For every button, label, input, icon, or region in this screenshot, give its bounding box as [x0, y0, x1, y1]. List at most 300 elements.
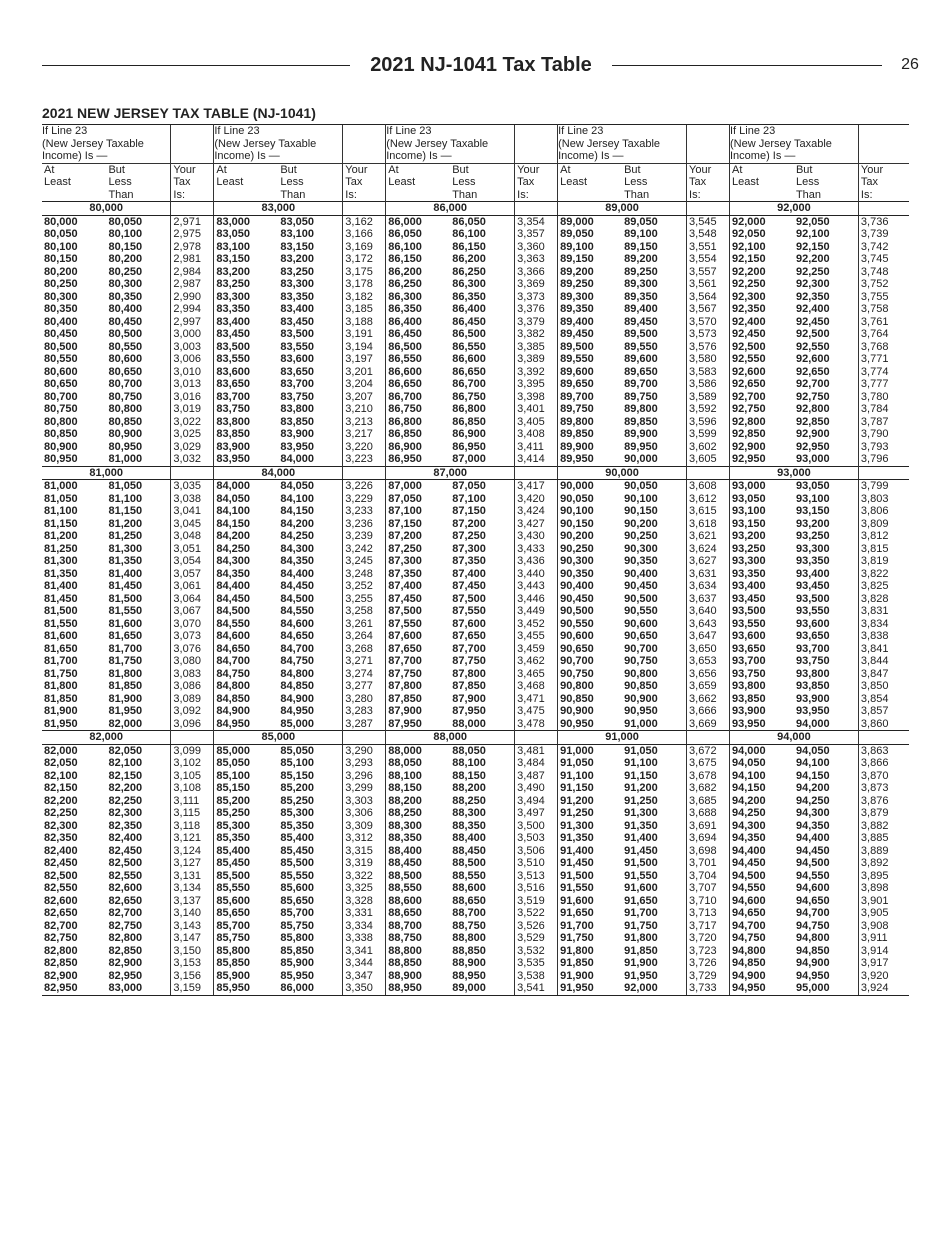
but-less-than-header-line: But	[280, 163, 297, 176]
table-row	[42, 957, 909, 970]
income-range-note-line: (New Jersey Taxable	[214, 137, 317, 150]
at-least-cell: 84,150	[216, 517, 251, 530]
at-least-cell: 85,750	[216, 932, 251, 944]
but-less-than-cell: 92,800	[795, 403, 830, 415]
tax-cell: 3,627	[687, 555, 730, 568]
at-least-cell: 85,650	[216, 907, 251, 919]
at-least-cell: 87,850	[388, 692, 422, 705]
at-least-cell: 82,800	[44, 944, 78, 957]
tax-cell: 3,911	[858, 932, 909, 945]
but-less-than-cell: 93,750	[795, 655, 830, 667]
your-tax-header-line: Your	[345, 163, 368, 176]
thousand-label: 88,000	[386, 731, 515, 745]
but-less-than-cell: 83,700	[280, 378, 314, 390]
but-less-than-cell: 83,950	[280, 440, 314, 453]
at-least-cell: 92,750	[732, 403, 766, 415]
tax-cell: 3,707	[687, 882, 730, 895]
at-least-cell: 93,250	[732, 542, 766, 555]
at-least-header-line: Least	[560, 176, 588, 188]
thousand-label: 90,000	[558, 466, 687, 480]
tax-cell: 3,245	[343, 555, 386, 568]
but-less-than-cell: 88,250	[452, 794, 486, 807]
at-least-cell: 82,950	[42, 982, 106, 995]
tax-cell: 3,599	[687, 428, 730, 441]
but-less-than-cell: 89,200	[624, 253, 658, 265]
table-row	[42, 920, 909, 933]
but-less-than-cell: 92,950	[795, 440, 830, 453]
at-least-cell: 91,600	[560, 894, 594, 907]
tax-cell: 3,882	[858, 820, 909, 833]
tax-cell: 3,258	[343, 605, 386, 618]
but-less-than-cell: 84,300	[280, 542, 314, 555]
your-tax-header-line: Your	[173, 163, 196, 176]
income-range-note	[730, 125, 859, 164]
at-least-cell: 84,000	[216, 480, 251, 492]
tax-cell: 3,169	[343, 241, 386, 254]
header-rule-left	[42, 65, 350, 66]
income-range-note-line: If Line 23	[386, 125, 432, 137]
at-least-cell: 83,200	[216, 265, 251, 278]
at-least-header-line: Least	[388, 176, 416, 188]
at-least-cell: 84,600	[216, 630, 251, 642]
but-less-than-cell: 83,750	[280, 390, 314, 403]
tax-header-spacer	[515, 125, 558, 164]
tax-cell: 3,296	[343, 770, 386, 783]
but-less-than-cell: 94,050	[795, 744, 830, 757]
tax-cell: 3,669	[687, 718, 730, 731]
but-less-than-cell: 86,750	[452, 390, 486, 403]
at-least-cell: 82,450	[44, 857, 78, 869]
thousand-tax-spacer	[343, 731, 386, 745]
but-less-than-cell: 87,550	[452, 605, 486, 617]
tax-cell: 3,672	[687, 744, 730, 757]
your-tax-header	[343, 163, 386, 202]
tax-cell: 3,761	[858, 316, 909, 329]
table-row	[42, 655, 909, 668]
but-less-than-cell: 81,550	[108, 605, 143, 617]
tax-cell: 3,016	[171, 391, 214, 404]
tax-cell: 2,984	[171, 266, 214, 279]
but-less-than-cell: 93,900	[795, 692, 830, 705]
but-less-than-cell: 90,150	[624, 505, 658, 517]
but-less-than-cell: 81,300	[108, 542, 143, 555]
at-least-cell: 92,050	[732, 228, 766, 240]
but-less-than-cell: 86,650	[452, 365, 486, 378]
tax-cell: 3,137	[171, 895, 214, 908]
but-less-than-cell: 86,250	[452, 265, 486, 278]
but-less-than-cell: 89,700	[624, 378, 658, 390]
tax-cell: 3,920	[858, 970, 909, 983]
tax-cell: 3,210	[343, 403, 386, 416]
but-less-than-cell: 80,450	[108, 315, 143, 328]
at-least-cell: 90,450	[560, 592, 594, 605]
tax-cell: 3,319	[343, 857, 386, 870]
but-less-than-cell: 88,300	[452, 807, 486, 819]
but-less-than-cell: 82,550	[108, 869, 143, 882]
but-less-than-cell: 86,800	[452, 403, 486, 415]
tax-cell: 3,417	[515, 480, 558, 493]
but-less-than-cell: 80,750	[108, 390, 143, 403]
at-least-cell: 93,900	[732, 705, 766, 717]
income-range-note-line: (New Jersey Taxable	[558, 137, 661, 150]
tax-cell: 3,229	[343, 493, 386, 506]
but-less-than-cell: 83,300	[280, 278, 314, 290]
but-less-than-cell: 88,200	[452, 782, 486, 794]
at-least-cell: 89,250	[560, 278, 594, 290]
tax-cell: 3,029	[171, 441, 214, 454]
but-less-than-cell: 81,700	[108, 642, 143, 655]
but-less-than-cell: 87,100	[452, 492, 486, 505]
at-least-cell: 81,450	[44, 592, 78, 605]
table-row	[42, 480, 909, 493]
but-less-than-cell: 85,100	[280, 757, 314, 769]
but-less-than-cell: 82,700	[108, 907, 143, 919]
at-least-cell: 93,050	[732, 492, 766, 505]
tax-cell: 3,914	[858, 945, 909, 958]
but-less-than-cell: 90,950	[624, 705, 658, 717]
tax-cell: 3,790	[858, 428, 909, 441]
at-least-cell: 87,350	[388, 567, 422, 580]
tax-cell: 3,764	[858, 328, 909, 341]
tax-cell: 3,529	[515, 932, 558, 945]
at-least-cell: 90,000	[560, 480, 594, 492]
thousand-tax-spacer	[515, 731, 558, 745]
tax-cell: 3,895	[858, 870, 909, 883]
thousand-row	[42, 202, 909, 216]
at-least-cell: 93,650	[732, 642, 766, 655]
at-least-cell: 80,400	[44, 315, 78, 328]
but-less-than-cell: 91,450	[624, 844, 658, 857]
thousand-tax-spacer	[858, 202, 909, 216]
at-least-cell: 80,200	[44, 265, 78, 278]
at-least-cell: 80,100	[44, 240, 78, 253]
tax-cell: 3,793	[858, 441, 909, 454]
at-least-cell: 81,400	[44, 580, 78, 592]
but-less-than-cell: 83,850	[280, 415, 314, 428]
but-less-than-cell: 92,100	[795, 228, 830, 240]
at-least-cell: 84,250	[216, 542, 251, 555]
but-less-than-cell: 85,950	[280, 969, 314, 982]
thousand-tax-spacer	[171, 202, 214, 216]
tax-cell: 3,615	[687, 505, 730, 518]
tax-cell: 3,612	[687, 493, 730, 506]
at-least-cell: 85,300	[216, 819, 251, 832]
at-least-cell: 86,250	[388, 278, 422, 290]
at-least-header	[730, 163, 794, 202]
but-less-than-cell: 93,000	[795, 453, 830, 465]
tax-cell: 3,328	[343, 895, 386, 908]
at-least-cell: 90,650	[560, 642, 594, 655]
but-less-than-header-line: Than	[795, 188, 822, 201]
page-number: 26	[901, 56, 919, 73]
tax-cell: 3,917	[858, 957, 909, 970]
but-less-than-cell: 94,950	[795, 969, 830, 982]
at-least-cell: 81,750	[44, 667, 78, 680]
but-less-than-cell: 91,850	[624, 944, 658, 957]
at-least-cell: 87,500	[388, 605, 422, 617]
but-less-than-cell: 84,400	[280, 567, 314, 580]
at-least-cell: 93,850	[732, 692, 766, 705]
at-least-cell: 88,700	[388, 919, 422, 932]
at-least-cell: 82,850	[44, 957, 78, 969]
at-least-header-line: At	[560, 163, 571, 176]
but-less-than-cell: 87,250	[452, 530, 486, 542]
thousand-label: 85,000	[214, 731, 343, 745]
but-less-than-cell: 87,350	[452, 555, 486, 567]
tax-cell: 3,812	[858, 530, 909, 543]
but-less-than-cell: 90,550	[624, 605, 658, 617]
tax-cell: 3,822	[858, 568, 909, 581]
but-less-than-header-line: Less	[795, 176, 820, 188]
tax-cell: 3,682	[687, 782, 730, 795]
table-row	[42, 982, 909, 995]
table-row	[42, 366, 909, 379]
at-least-cell: 85,600	[216, 894, 251, 907]
but-less-than-cell: 82,250	[108, 794, 143, 807]
but-less-than-cell: 83,450	[280, 315, 314, 328]
but-less-than-cell: 84,950	[280, 705, 314, 717]
tax-cell: 3,309	[343, 820, 386, 833]
but-less-than-cell: 93,400	[795, 567, 830, 580]
at-least-cell: 83,650	[216, 378, 251, 390]
but-less-than-cell: 80,400	[108, 303, 143, 315]
but-less-than-cell: 84,200	[280, 517, 314, 530]
tax-cell: 3,847	[858, 668, 909, 681]
tax-cell: 3,389	[515, 353, 558, 366]
tax-cell: 3,111	[171, 795, 214, 808]
but-less-than-cell: 84,000	[280, 453, 314, 465]
but-less-than-cell: 83,350	[280, 290, 314, 303]
tax-cell: 3,538	[515, 970, 558, 983]
tax-cell: 3,573	[687, 328, 730, 341]
tax-cell: 3,898	[858, 882, 909, 895]
tax-cell: 3,567	[687, 303, 730, 316]
at-least-cell: 90,600	[560, 630, 594, 642]
at-least-cell: 92,550	[732, 353, 766, 365]
tax-cell: 3,532	[515, 945, 558, 958]
table-row	[42, 820, 909, 833]
tax-cell: 3,452	[515, 618, 558, 631]
at-least-cell: 87,300	[388, 555, 422, 567]
at-least-cell: 86,900	[388, 440, 422, 453]
at-least-cell: 84,950	[216, 717, 251, 730]
at-least-cell: 84,500	[216, 605, 251, 617]
tax-cell: 3,449	[515, 605, 558, 618]
at-least-cell: 81,600	[44, 630, 78, 642]
at-least-cell: 87,000	[388, 480, 422, 492]
at-least-cell: 93,300	[732, 555, 766, 567]
but-less-than-cell: 88,800	[452, 932, 486, 944]
but-less-than-cell: 86,200	[452, 253, 486, 265]
tax-cell: 3,815	[858, 543, 909, 556]
tax-cell: 3,392	[515, 366, 558, 379]
but-less-than-header-line: Than	[280, 188, 306, 201]
table-row	[42, 605, 909, 618]
tax-cell: 3,108	[171, 782, 214, 795]
but-less-than-cell: 84,450	[280, 580, 314, 592]
tax-cell: 3,535	[515, 957, 558, 970]
but-less-than-cell: 94,750	[795, 919, 830, 932]
at-least-cell: 80,750	[44, 403, 78, 415]
at-least-cell: 94,450	[732, 857, 766, 869]
at-least-cell: 92,800	[732, 415, 766, 428]
tax-header-spacer	[687, 125, 730, 164]
tax-cell: 3,424	[515, 505, 558, 518]
at-least-cell: 91,850	[560, 957, 594, 969]
at-least-cell: 88,600	[388, 894, 422, 907]
but-less-than-cell: 92,500	[795, 328, 830, 340]
tax-cell: 3,156	[171, 970, 214, 983]
tax-cell: 3,322	[343, 870, 386, 883]
at-least-cell: 85,450	[216, 857, 251, 869]
but-less-than-cell: 85,900	[280, 957, 314, 969]
tax-cell: 3,487	[515, 770, 558, 783]
tax-header-spacer	[858, 125, 909, 164]
at-least-cell: 91,500	[560, 869, 594, 882]
at-least-cell: 93,600	[732, 630, 766, 642]
but-less-than-header-line: Less	[624, 176, 648, 188]
tax-cell: 3,691	[687, 820, 730, 833]
tax-cell: 3,704	[687, 870, 730, 883]
but-less-than-cell: 87,450	[452, 580, 486, 592]
but-less-than-cell: 89,000	[450, 982, 514, 995]
at-least-cell: 85,550	[216, 882, 251, 894]
tax-cell: 3,443	[515, 580, 558, 593]
tax-cell: 3,557	[687, 266, 730, 279]
but-less-than-cell: 82,400	[108, 832, 143, 844]
at-least-cell: 94,650	[732, 907, 766, 919]
table-row	[42, 618, 909, 631]
tax-cell: 3,331	[343, 907, 386, 920]
at-least-cell: 91,050	[560, 757, 594, 769]
tax-cell: 3,376	[515, 303, 558, 316]
at-least-cell: 92,850	[732, 428, 766, 440]
tax-cell: 3,592	[687, 403, 730, 416]
at-least-cell: 93,500	[732, 605, 766, 617]
at-least-cell: 87,150	[388, 517, 422, 530]
at-least-cell: 83,500	[216, 340, 251, 353]
but-less-than-cell: 93,550	[795, 605, 830, 617]
but-less-than-cell: 92,450	[795, 315, 830, 328]
tax-cell: 3,089	[171, 693, 214, 706]
but-less-than-cell: 90,750	[624, 655, 658, 667]
your-tax-header-line: Tax	[173, 176, 191, 188]
tax-cell: 3,379	[515, 316, 558, 329]
tax-cell: 3,723	[687, 945, 730, 958]
at-least-cell: 91,900	[560, 969, 594, 982]
at-least-cell: 92,300	[732, 290, 766, 303]
but-less-than-cell: 84,700	[280, 642, 314, 655]
table-row	[42, 428, 909, 441]
at-least-cell: 94,850	[732, 957, 766, 969]
tax-cell: 3,828	[858, 593, 909, 606]
tax-cell: 3,647	[687, 630, 730, 643]
but-less-than-cell: 86,050	[452, 215, 486, 228]
tax-cell: 3,201	[343, 366, 386, 379]
at-least-cell: 87,400	[388, 580, 422, 592]
but-less-than-cell: 89,900	[624, 428, 658, 440]
but-less-than-cell: 90,650	[624, 630, 658, 642]
but-less-than-cell: 87,200	[452, 517, 486, 530]
at-least-cell: 80,450	[44, 328, 78, 340]
tax-cell: 3,745	[858, 253, 909, 266]
at-least-cell: 87,950	[388, 717, 422, 730]
your-tax-header-line: Is:	[517, 188, 529, 201]
at-least-cell: 88,300	[388, 819, 422, 832]
but-less-than-cell: 85,750	[280, 919, 314, 932]
tax-cell: 3,748	[858, 266, 909, 279]
but-less-than-cell: 87,650	[452, 630, 486, 642]
but-less-than-cell: 89,850	[624, 415, 658, 428]
at-least-cell: 80,000	[44, 215, 78, 228]
your-tax-header-line: Is:	[345, 188, 357, 201]
your-tax-header-line: Your	[860, 163, 884, 176]
but-less-than-cell: 85,600	[280, 882, 314, 894]
at-least-cell: 83,050	[216, 228, 251, 240]
but-less-than-cell: 94,550	[795, 869, 830, 882]
table-row	[42, 668, 909, 681]
tax-cell: 3,096	[171, 718, 214, 731]
but-less-than-cell: 89,500	[624, 328, 658, 340]
but-less-than-cell: 87,400	[452, 567, 486, 580]
table-row	[42, 378, 909, 391]
tax-cell: 3,455	[515, 630, 558, 643]
but-less-than-cell: 93,250	[795, 530, 830, 542]
tax-cell: 3,656	[687, 668, 730, 681]
but-less-than-cell: 93,700	[795, 642, 830, 655]
but-less-than-cell: 89,600	[624, 353, 658, 365]
but-less-than-cell: 94,150	[795, 769, 830, 782]
but-less-than-cell: 85,650	[280, 894, 314, 907]
at-least-cell: 81,300	[44, 555, 78, 567]
but-less-than-cell: 82,750	[108, 919, 143, 932]
tax-cell: 3,586	[687, 378, 730, 391]
at-least-cell: 83,300	[216, 290, 251, 303]
tax-cell: 3,465	[515, 668, 558, 681]
but-less-than-cell: 85,150	[280, 769, 314, 782]
tax-cell: 3,293	[343, 757, 386, 770]
at-least-cell: 87,050	[388, 492, 422, 505]
but-less-than-cell: 88,600	[452, 882, 486, 894]
but-less-than-cell: 90,100	[624, 492, 658, 505]
column-header-row	[42, 163, 909, 202]
tax-cell: 3,019	[171, 403, 214, 416]
tax-cell: 3,484	[515, 757, 558, 770]
but-less-than-cell: 94,350	[795, 819, 830, 832]
at-least-cell: 88,100	[388, 769, 422, 782]
at-least-cell: 89,150	[560, 253, 594, 265]
at-least-header	[42, 163, 106, 202]
but-less-than-cell: 89,550	[624, 340, 658, 353]
but-less-than-cell: 81,500	[108, 592, 143, 605]
income-range-note-line: Income) Is —	[214, 150, 280, 162]
but-less-than-cell: 83,550	[280, 340, 314, 353]
but-less-than-cell: 81,050	[108, 480, 143, 492]
at-least-cell: 90,700	[560, 655, 594, 667]
at-least-cell: 80,350	[44, 303, 78, 315]
at-least-cell: 85,850	[216, 957, 251, 969]
but-less-than-cell: 87,850	[452, 680, 486, 692]
tax-cell: 3,777	[858, 378, 909, 391]
but-less-than-cell: 92,000	[622, 982, 686, 995]
at-least-cell: 89,650	[560, 378, 594, 390]
but-less-than-cell: 88,500	[452, 857, 486, 869]
at-least-cell: 91,350	[560, 832, 594, 844]
page-title: 2021 NJ-1041 Tax Table	[370, 54, 592, 76]
but-less-than-cell: 90,200	[624, 517, 658, 530]
tax-cell: 3,742	[858, 241, 909, 254]
tax-cell: 3,207	[343, 391, 386, 404]
